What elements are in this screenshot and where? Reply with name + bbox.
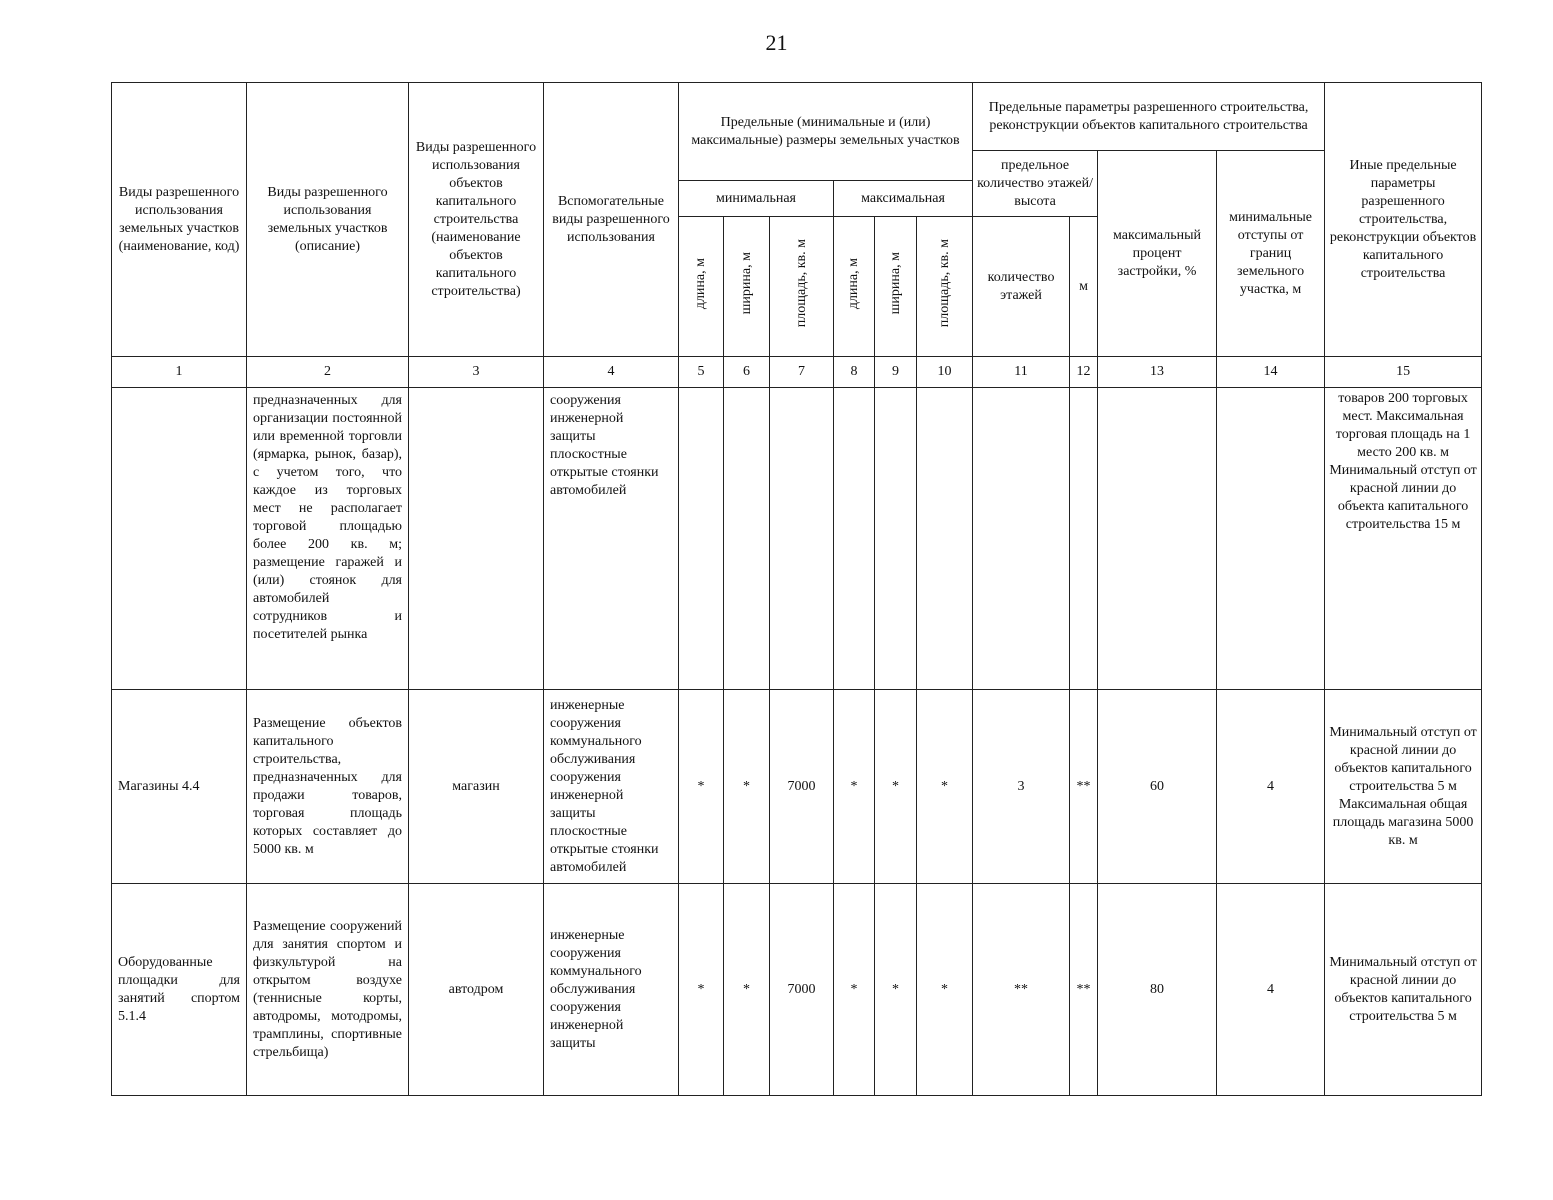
cell-min-length: * [679, 884, 724, 1096]
cell-max-length: * [834, 690, 875, 884]
cell-min-area: 7000 [770, 690, 834, 884]
col-number: 11 [973, 357, 1070, 388]
header-floors: количество этажей [973, 217, 1070, 357]
regulations-table [111, 82, 1482, 1096]
header-setback: минимальные отступы от границ земельного участка, м [1217, 151, 1325, 357]
header-min-area: площадь, кв. м [770, 217, 834, 357]
cell-max-width: * [875, 690, 917, 884]
col-number: 3 [409, 357, 544, 388]
cell-use-description: предназначенных для организации постоянной или временной торговли (ярмарка, рынок, базар), с учетом того, что каждое из торговых мест не располагает торговой площадью более 200 кв. м; размещение гаражей и (или) стоянок для автомобилей сотрудников и посетителей рынка [247, 388, 409, 690]
header-sizes-group: Предельные (минимальные и (или) максимальные) размеры земельных участков [679, 83, 973, 181]
header-params-group: Предельные параметры разрешенного строительства, реконструкции объектов капитального строительства [973, 83, 1325, 151]
cell-min-area [770, 388, 834, 690]
header-meters: м [1070, 217, 1098, 357]
header-col4: Вспомогательные виды разрешенного использования [544, 83, 679, 357]
table-row [112, 690, 1482, 884]
cell-min-length: * [679, 690, 724, 884]
header-min-length: длина, м [679, 217, 724, 357]
cell-auxiliary-use: инженерные сооружения коммунального обслуживания сооружения инженерной защиты плоскостные открытые стоянки автомобилей [544, 690, 679, 884]
cell-height [1070, 388, 1098, 690]
cell-max-length [834, 388, 875, 690]
cell-use-name: Магазины 4.4 [112, 690, 247, 884]
cell-object-type: магазин [409, 690, 544, 884]
cell-build-percent: 80 [1098, 884, 1217, 1096]
header-max-width: ширина, м [875, 217, 917, 357]
table-row [112, 884, 1482, 1096]
cell-min-width: * [724, 690, 770, 884]
cell-max-area: * [917, 884, 973, 1096]
col-number: 1 [112, 357, 247, 388]
header-floors-group: предельное количество этажей/высота [973, 151, 1098, 217]
cell-setback [1217, 388, 1325, 690]
cell-setback: 4 [1217, 690, 1325, 884]
cell-min-width: * [724, 884, 770, 1096]
header-col3: Виды разрешенного использования объектов капитального строительства (наименование объектов капитального строительства) [409, 83, 544, 357]
header-max-area: площадь, кв. м [917, 217, 973, 357]
cell-other-params: Минимальный отступ от красной линии до объектов капитального строительства 5 м [1325, 884, 1482, 1096]
cell-max-width [875, 388, 917, 690]
col-number: 15 [1325, 357, 1482, 388]
col-number: 13 [1098, 357, 1217, 388]
cell-min-width [724, 388, 770, 690]
cell-other-params: товаров 200 торговых мест. Максимальная торговая площадь на 1 место 200 кв. м Минимальный отступ от красной линии до объекта капитального строительства 15 м [1325, 388, 1482, 690]
header-col15: Иные предельные параметры разрешенного строительства, реконструкции объектов капитального строительства [1325, 83, 1482, 357]
col-number: 5 [679, 357, 724, 388]
cell-height: ** [1070, 690, 1098, 884]
header-percent: максимальный процент застройки, % [1098, 151, 1217, 357]
cell-build-percent: 60 [1098, 690, 1217, 884]
cell-max-area: * [917, 690, 973, 884]
col-number: 4 [544, 357, 679, 388]
header-min: минимальная [679, 181, 834, 217]
cell-object-type [409, 388, 544, 690]
cell-use-description: Размещение объектов капитального строительства, предназначенных для продажи товаров, торговая площадь которых составляет до 5000 кв. м [247, 690, 409, 884]
cell-use-description: Размещение сооружений для занятия спортом и физкультурой на открытом воздухе (теннисные корты, автодромы, мотодромы, трамплины, спортивные стрельбища) [247, 884, 409, 1096]
cell-use-name: Оборудованные площадки для занятий спортом 5.1.4 [112, 884, 247, 1096]
cell-other-params: Минимальный отступ от красной линии до объектов капитального строительства 5 м Максимальная общая площадь магазина 5000 кв. м [1325, 690, 1482, 884]
cell-min-area: 7000 [770, 884, 834, 1096]
cell-height: ** [1070, 884, 1098, 1096]
col-number: 12 [1070, 357, 1098, 388]
cell-floors: 3 [973, 690, 1070, 884]
header-max-length: длина, м [834, 217, 875, 357]
header-min-width: ширина, м [724, 217, 770, 357]
cell-auxiliary-use: инженерные сооружения коммунального обслуживания сооружения инженерной защиты [544, 884, 679, 1096]
col-number: 7 [770, 357, 834, 388]
table-row [112, 388, 1482, 690]
column-number-row [112, 357, 1482, 388]
col-number: 2 [247, 357, 409, 388]
col-number: 10 [917, 357, 973, 388]
cell-use-name [112, 388, 247, 690]
cell-floors: ** [973, 884, 1070, 1096]
page-number: 21 [765, 30, 788, 55]
header-col1: Виды разрешенного использования земельных участков (наименование, код) [112, 83, 247, 357]
header-max: максимальная [834, 181, 973, 217]
cell-max-width: * [875, 884, 917, 1096]
cell-build-percent [1098, 388, 1217, 690]
cell-setback: 4 [1217, 884, 1325, 1096]
cell-max-area [917, 388, 973, 690]
col-number: 9 [875, 357, 917, 388]
cell-auxiliary-use: сооружения инженерной защиты плоскостные открытые стоянки автомобилей [544, 388, 679, 690]
cell-floors [973, 388, 1070, 690]
col-number: 6 [724, 357, 770, 388]
cell-object-type: автодром [409, 884, 544, 1096]
col-number: 8 [834, 357, 875, 388]
header-col2: Виды разрешенного использования земельных участков (описание) [247, 83, 409, 357]
cell-max-length: * [834, 884, 875, 1096]
cell-min-length [679, 388, 724, 690]
col-number: 14 [1217, 357, 1325, 388]
